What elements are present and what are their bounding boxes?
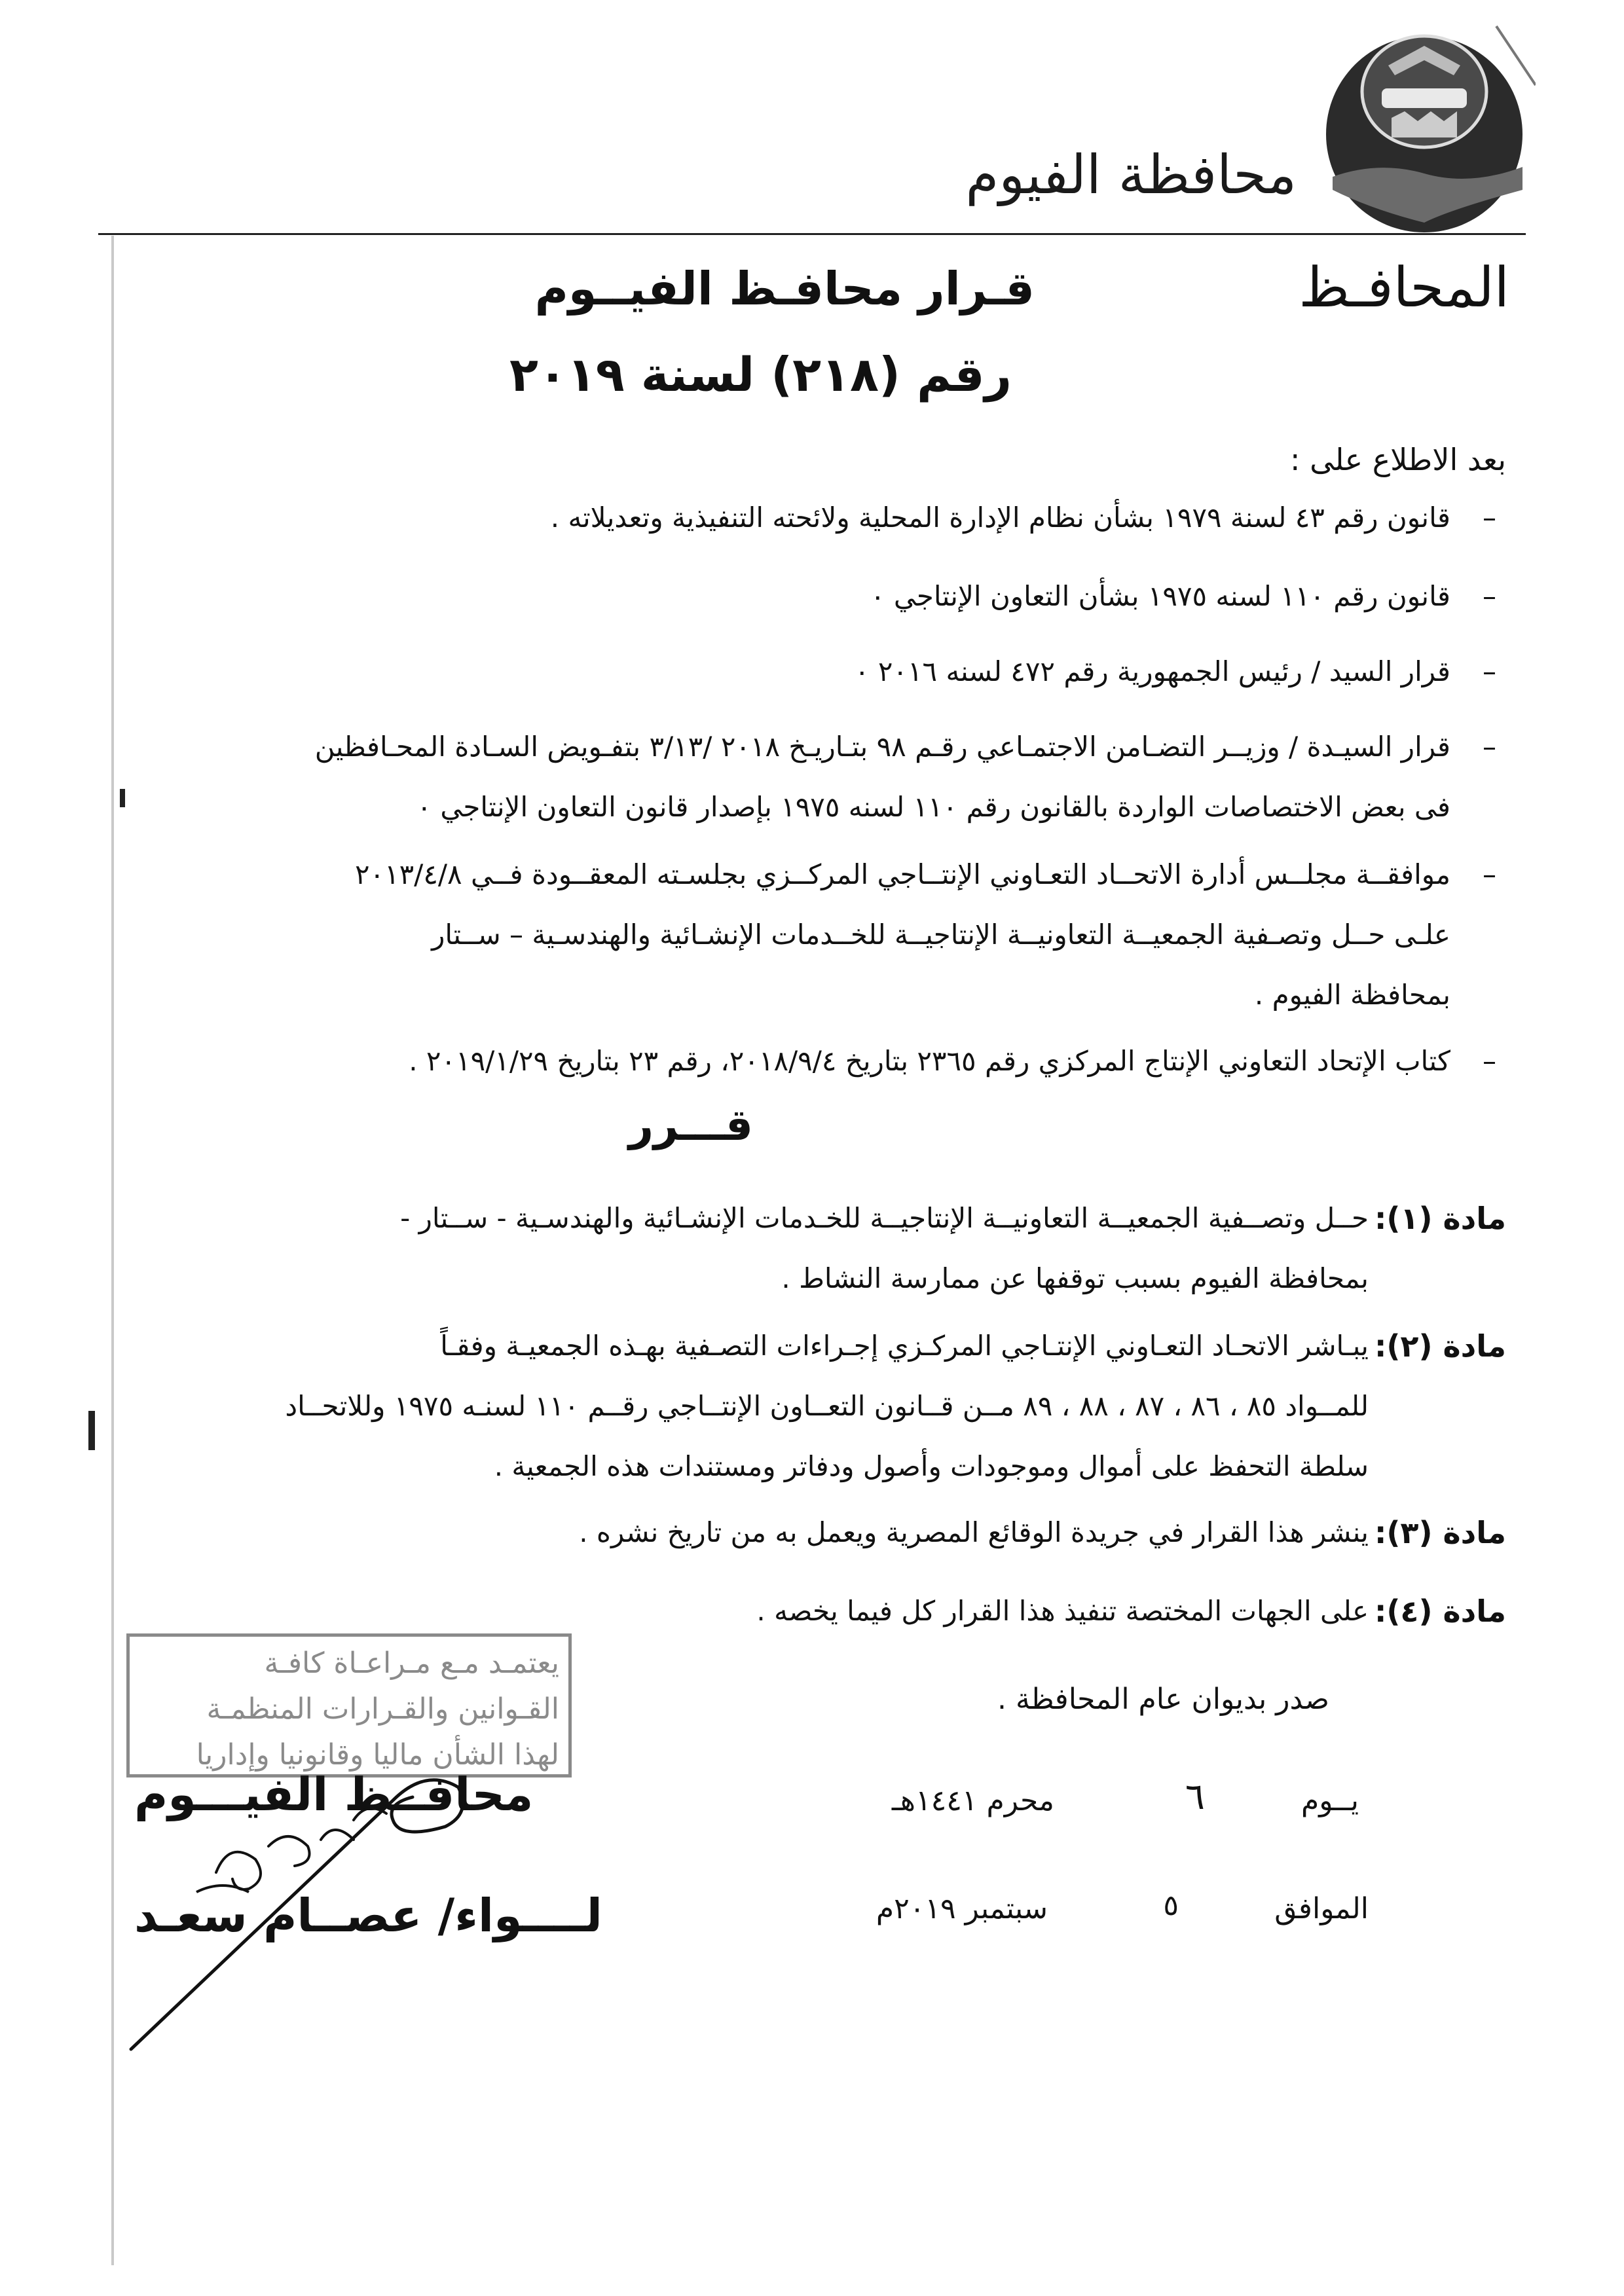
stamp-line: يعتمـد مـع مـراعـاة كافـة bbox=[264, 1647, 559, 1680]
gregorian-day: ٥ bbox=[1163, 1889, 1179, 1922]
day-label: يــوم bbox=[1301, 1784, 1359, 1817]
scan-mark bbox=[88, 1411, 95, 1450]
article-label: مادة (٤): bbox=[1374, 1594, 1506, 1629]
dash-marker: – bbox=[1483, 580, 1496, 612]
resolved-heading: قـــرر bbox=[629, 1100, 753, 1150]
preamble-line: بمحافظة الفيوم . bbox=[1254, 979, 1450, 1011]
article-2 bbox=[92, 1316, 1506, 1497]
signer-title: محافــظ الفيـــوم bbox=[134, 1768, 534, 1821]
article-4 bbox=[92, 1581, 1506, 1641]
dash-marker: – bbox=[1483, 858, 1496, 890]
dash-marker: – bbox=[1483, 501, 1496, 534]
article-line: بمحافظة الفيوم بسبب توقفها عن ممارسة النشاط . bbox=[781, 1262, 1369, 1294]
hijri-date: محرم ١٤٤١هـ bbox=[891, 1784, 1054, 1817]
gregorian-date: سبتمبر ٢٠١٩م bbox=[876, 1892, 1048, 1925]
preamble-line: موافقــة مجلــس أدارة الاتحــاد التعـاوني الإنتــاجي المركــزي بجلسـته المعقــودة فــي ٢٠١٣/٤/٨ bbox=[354, 858, 1450, 890]
governorate-emblem bbox=[1320, 13, 1536, 236]
article-1 bbox=[92, 1188, 1506, 1309]
issued-statement: صدر بديوان عام المحافظة . bbox=[997, 1683, 1329, 1716]
gregorian-label: الموافق bbox=[1274, 1892, 1369, 1925]
header-divider bbox=[98, 233, 1526, 235]
preamble-line: قرار السيـدة / وزيــر التضـامن الاجتمـاعي رقـم ٩٨ بتـاريـخ ٢٠١٨ /٣/١٣ بتفـويض السـادة المحـافظين bbox=[314, 731, 1450, 763]
governorate-name: محافظة الفيوم bbox=[965, 144, 1297, 206]
stamp-line: القـوانين والقـرارات المنظمـة bbox=[206, 1692, 559, 1726]
dash-marker: – bbox=[1483, 1045, 1496, 1077]
preamble-item bbox=[154, 717, 1496, 837]
dash-marker: – bbox=[1483, 655, 1496, 687]
preamble-line: علـى حــل وتصـفية الجمعيــة التعاونيــة الإنتاجيــة للخــدمات الإنشـائية والهندسـية – ســتار bbox=[432, 919, 1450, 951]
article-3 bbox=[92, 1503, 1506, 1563]
article-line: حــل وتصــفية الجمعيــة التعاونيــة الإنتاجيــة للخـدمات الإنشـائية والهندسـية - ســتار - bbox=[400, 1202, 1369, 1234]
preamble-line: قانون رقم ٤٣ لسنة ١٩٧٩ بشأن نظام الإدارة المحلية ولائحته التنفيذية وتعديلاته . bbox=[550, 501, 1450, 534]
preamble-item bbox=[154, 642, 1496, 702]
scan-mark bbox=[120, 789, 125, 807]
preamble-item bbox=[154, 566, 1496, 627]
preamble-line: قرار السيد / رئيس الجمهورية رقم ٤٧٢ لسنه ٢٠١٦ ٠ bbox=[854, 655, 1450, 687]
signer-name: لــــواء/ عصــام سعـد bbox=[134, 1889, 602, 1942]
preamble-item bbox=[154, 488, 1496, 548]
preamble-line: كتاب الإتحاد التعاوني الإنتاج المركزي رقم ٢٣٦٥ بتاريخ ٢٠١٨/٩/٤، رقم ٢٣ بتاريخ ٢٠١٩/١/٢٩ . bbox=[409, 1045, 1450, 1077]
article-line: ينشر هذا القرار في جريدة الوقائع المصرية ويعمل به من تاريخ نشره . bbox=[579, 1516, 1369, 1548]
handwritten-signature bbox=[118, 1741, 485, 2056]
article-line: سلطة التحفظ على أموال وموجودات وأصول ودفاتر ومستندات هذه الجمعية . bbox=[494, 1450, 1369, 1482]
day-value: ٦ bbox=[1185, 1776, 1205, 1818]
preamble-line: فى بعض الاختصاصات الواردة بالقانون رقم ١١٠ لسنه ١٩٧٥ بإصدار قانون التعاون الإنتاجي ٠ bbox=[416, 791, 1450, 823]
decree-title: قـرار محافـظ الفيــوم bbox=[534, 262, 1035, 316]
preamble-item bbox=[154, 845, 1496, 1025]
dash-marker: – bbox=[1483, 731, 1496, 763]
office-label: المحافـظ bbox=[1299, 255, 1509, 319]
article-label: مادة (١): bbox=[1374, 1201, 1506, 1236]
stamp-line: لهذا الشأن ماليا وقانونيا وإداريا bbox=[196, 1738, 559, 1772]
article-line: يبـاشر الاتحـاد التعـاوني الإنتـاجي المركـزي إجـراءات التصـفية بهـذه الجمعيـة وفقـاً bbox=[440, 1330, 1369, 1362]
article-label: مادة (٢): bbox=[1374, 1328, 1506, 1364]
article-label: مادة (٣): bbox=[1374, 1515, 1506, 1550]
preamble-item bbox=[154, 1031, 1496, 1091]
article-line: على الجهات المختصة تنفيذ هذا القرار كل فيما يخصه . bbox=[756, 1595, 1369, 1627]
preamble-intro: بعد الاطلاع على : bbox=[1289, 442, 1506, 477]
decree-number: رقم (٢١٨) لسنة ٢٠١٩ bbox=[509, 347, 1012, 402]
article-line: للمــواد ٨٥ ، ٨٦ ، ٨٧ ، ٨٨ ، ٨٩ مــن قــانون التعــاون الإنتــاجي رقــم ١١٠ لسنـه ١٩٧٥ وللاتحــاد bbox=[285, 1390, 1369, 1422]
preamble-line: قانون رقم ١١٠ لسنه ١٩٧٥ بشأن التعاون الإنتاجي ٠ bbox=[870, 580, 1450, 612]
